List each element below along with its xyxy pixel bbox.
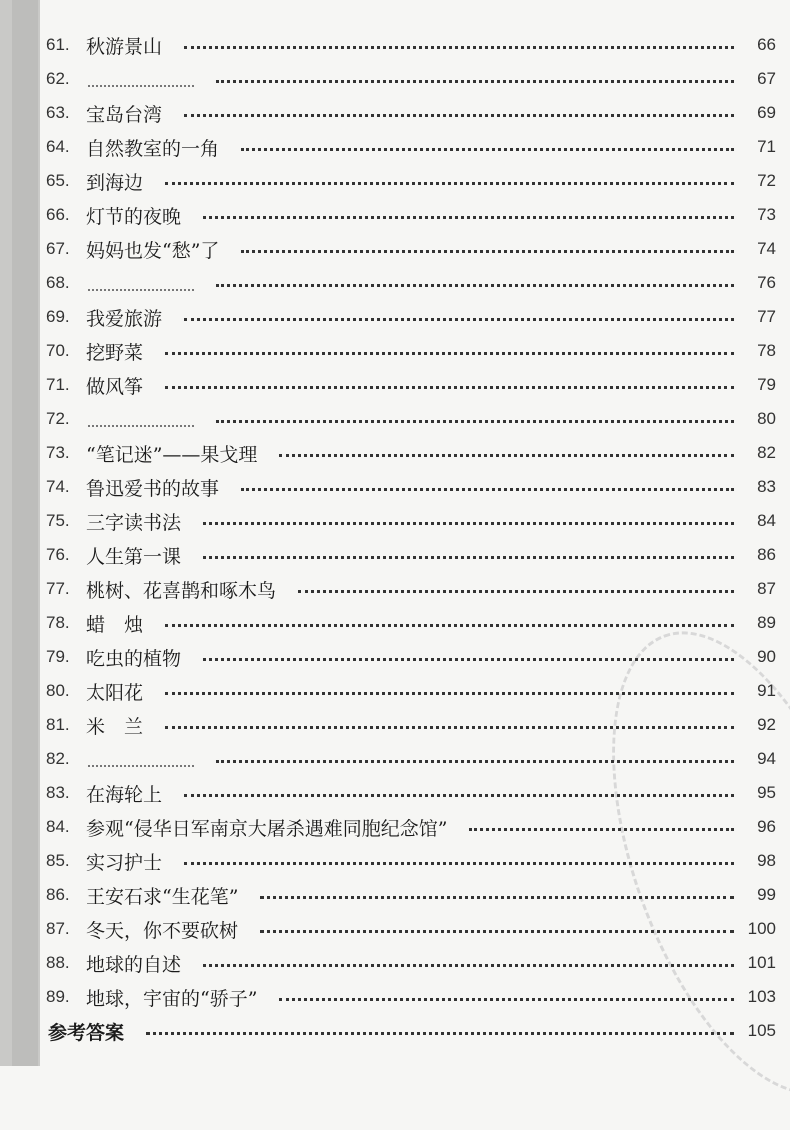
entry-page-number: 99: [757, 885, 776, 904]
entry-title: 王安石求“生花笔”: [86, 885, 239, 908]
toc-entry[interactable]: [46, 572, 776, 606]
fill-in-blank: [88, 71, 194, 87]
entry-title: 在海轮上: [86, 783, 163, 806]
entry-title: 秋游景山: [86, 35, 163, 58]
entry-title: 宝岛台湾: [86, 103, 163, 126]
toc-entry[interactable]: [46, 504, 776, 538]
entry-page-number: 77: [757, 307, 776, 326]
dot-leader: [279, 454, 734, 457]
entry-number: 80.: [46, 681, 70, 700]
dot-leader: [165, 352, 734, 355]
toc-entry[interactable]: [46, 96, 776, 130]
entry-title: 太阳花: [86, 681, 144, 704]
fill-in-blank: [88, 751, 194, 767]
dot-leader: [216, 420, 734, 423]
entry-number: 61.: [46, 35, 70, 54]
entry-number: 87.: [46, 919, 70, 938]
dot-leader: [216, 80, 734, 83]
dot-leader: [469, 828, 734, 831]
toc-entry[interactable]: [46, 538, 776, 572]
dot-leader: [146, 1032, 734, 1035]
entry-number: 67.: [46, 239, 70, 258]
dot-leader: [184, 46, 734, 49]
entry-title: 做风筝: [86, 375, 144, 398]
entry-number: 70.: [46, 341, 70, 360]
toc-entry[interactable]: [46, 470, 776, 504]
dot-leader: [260, 930, 734, 933]
entry-number: 77.: [46, 579, 70, 598]
toc-entry[interactable]: [46, 742, 776, 776]
toc-entry[interactable]: [46, 980, 776, 1014]
fill-in-blank: [88, 411, 194, 427]
entry-page-number: 80: [757, 409, 776, 428]
dot-leader: [165, 182, 734, 185]
dot-leader: [184, 862, 734, 865]
entry-number: 69.: [46, 307, 70, 326]
dot-leader: [216, 284, 734, 287]
dot-leader: [203, 522, 734, 525]
entry-title: 鲁迅爱书的故事: [86, 477, 220, 500]
entry-page-number: 87: [757, 579, 776, 598]
entry-number: 86.: [46, 885, 70, 904]
toc-entry[interactable]: [46, 606, 776, 640]
entry-number: 81.: [46, 715, 70, 734]
toc-entry[interactable]: [46, 130, 776, 164]
entry-number: 65.: [46, 171, 70, 190]
entry-title: 地球的自述: [86, 953, 182, 976]
toc-entry[interactable]: [46, 334, 776, 368]
toc-entry[interactable]: [46, 946, 776, 980]
entry-page-number: 74: [757, 239, 776, 258]
entry-title: 灯节的夜晚: [86, 205, 182, 228]
entry-title: 蜡 烛: [86, 613, 144, 636]
dot-leader: [165, 726, 734, 729]
entry-page-number: 79: [757, 375, 776, 394]
toc-entry-answers[interactable]: [46, 1014, 776, 1048]
toc-entry[interactable]: [46, 674, 776, 708]
entry-number: 62.: [46, 69, 70, 88]
dot-leader: [216, 760, 734, 763]
entry-page-number: 67: [757, 69, 776, 88]
entry-number: 73.: [46, 443, 70, 462]
entry-number: 83.: [46, 783, 70, 802]
entry-number: 79.: [46, 647, 70, 666]
toc-entry[interactable]: [46, 640, 776, 674]
toc-entry[interactable]: [46, 810, 776, 844]
entry-number: 89.: [46, 987, 70, 1006]
table-of-contents: [46, 28, 776, 1048]
entry-page-number: 91: [757, 681, 776, 700]
toc-entry[interactable]: [46, 912, 776, 946]
entry-number: 76.: [46, 545, 70, 564]
entry-page-number: 89: [757, 613, 776, 632]
dot-leader: [165, 624, 734, 627]
entry-page-number: 94: [757, 749, 776, 768]
entry-number: 82.: [46, 749, 70, 768]
entry-page-number: 92: [757, 715, 776, 734]
entry-page-number: 84: [757, 511, 776, 530]
entry-page-number: 82: [757, 443, 776, 462]
entry-title: 我爱旅游: [86, 307, 163, 330]
entry-number: 68.: [46, 273, 70, 292]
dot-leader: [203, 556, 734, 559]
toc-entry[interactable]: [46, 164, 776, 198]
dot-leader: [203, 658, 734, 661]
dot-leader: [241, 488, 734, 491]
entry-page-number: 105: [747, 1021, 776, 1040]
entry-title: “笔记迷”——果戈理: [86, 443, 258, 466]
entry-number: 72.: [46, 409, 70, 428]
entry-page-number: 72: [757, 171, 776, 190]
dot-leader: [184, 318, 734, 321]
dot-leader: [184, 794, 734, 797]
toc-entry[interactable]: [46, 402, 776, 436]
entry-page-number: 76: [757, 273, 776, 292]
entry-title: 自然教室的一角: [86, 137, 220, 160]
entry-title: 米 兰: [86, 715, 144, 738]
dot-leader: [203, 216, 734, 219]
entry-page-number: 95: [757, 783, 776, 802]
entry-page-number: 73: [757, 205, 776, 224]
entry-page-number: 71: [757, 137, 776, 156]
entry-number: 85.: [46, 851, 70, 870]
entry-number: 75.: [46, 511, 70, 530]
dot-leader: [165, 692, 734, 695]
toc-entry[interactable]: [46, 232, 776, 266]
dot-leader: [241, 148, 734, 151]
entry-number: 88.: [46, 953, 70, 972]
toc-entry[interactable]: [46, 198, 776, 232]
entry-title: 地球，宇宙的“骄子”: [86, 987, 258, 1010]
entry-page-number: 90: [757, 647, 776, 666]
toc-entry[interactable]: [46, 28, 776, 62]
entry-title: 实习护士: [86, 851, 163, 874]
fill-in-blank: [88, 275, 194, 291]
page-edge-shade: [12, 0, 38, 1066]
toc-entry[interactable]: [46, 776, 776, 810]
toc-entry[interactable]: [46, 266, 776, 300]
dot-leader: [241, 250, 734, 253]
toc-entry[interactable]: [46, 708, 776, 742]
entry-number: 66.: [46, 205, 70, 224]
entry-number: 78.: [46, 613, 70, 632]
toc-entry[interactable]: [46, 878, 776, 912]
dot-leader: [279, 998, 734, 1001]
entry-page-number: 69: [757, 103, 776, 122]
entry-title: 吃虫的植物: [86, 647, 182, 670]
entry-title: 妈妈也发“愁”了: [86, 239, 220, 262]
toc-entry[interactable]: [46, 62, 776, 96]
toc-entry[interactable]: [46, 368, 776, 402]
entry-title: 挖野菜: [86, 341, 144, 364]
entry-title: 三字读书法: [86, 511, 182, 534]
entry-page-number: 83: [757, 477, 776, 496]
dot-leader: [184, 114, 734, 117]
entry-number: 84.: [46, 817, 70, 836]
entry-number: 63.: [46, 103, 70, 122]
entry-title: 参观“侵华日军南京大屠杀遇难同胞纪念馆”: [86, 817, 448, 840]
entry-number: 74.: [46, 477, 70, 496]
entry-title: 到海边: [86, 171, 144, 194]
entry-number: 71.: [46, 375, 70, 394]
dot-leader: [165, 386, 734, 389]
entry-page-number: 100: [747, 919, 776, 938]
entry-title: 参考答案: [48, 1021, 125, 1044]
toc-entry[interactable]: [46, 436, 776, 470]
entry-page-number: 86: [757, 545, 776, 564]
entry-title: 桃树、花喜鹊和啄木鸟: [86, 579, 277, 602]
entry-page-number: 103: [747, 987, 776, 1006]
toc-entry[interactable]: [46, 844, 776, 878]
entry-title: 人生第一课: [86, 545, 182, 568]
entry-title: 冬天，你不要砍树: [86, 919, 239, 942]
entry-page-number: 101: [747, 953, 776, 972]
toc-entry[interactable]: [46, 300, 776, 334]
entry-page-number: 66: [757, 35, 776, 54]
dot-leader: [203, 964, 734, 967]
entry-page-number: 78: [757, 341, 776, 360]
entry-page-number: 98: [757, 851, 776, 870]
entry-page-number: 96: [757, 817, 776, 836]
entry-number: 64.: [46, 137, 70, 156]
dot-leader: [298, 590, 734, 593]
page-edge-bar: [0, 0, 40, 1066]
dot-leader: [260, 896, 734, 899]
